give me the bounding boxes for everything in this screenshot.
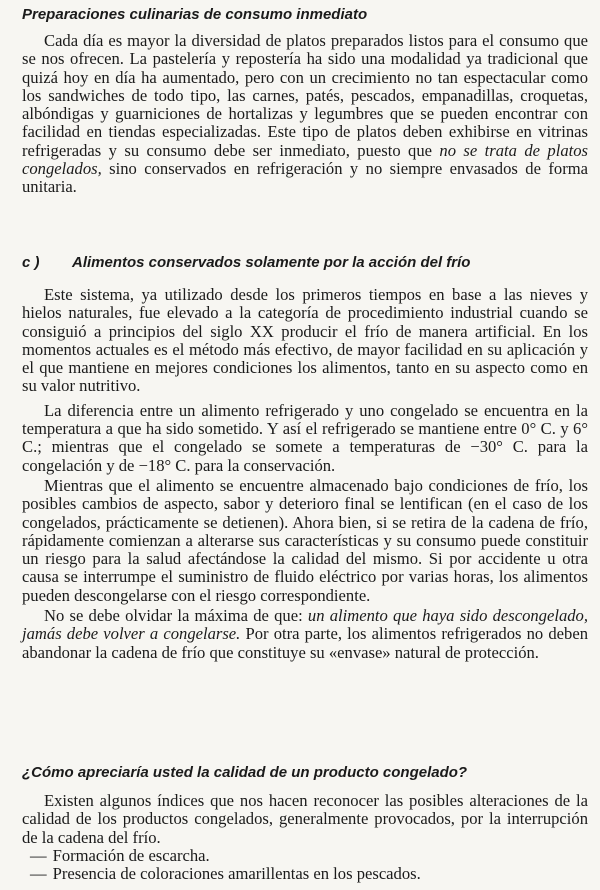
section-heading: Preparaciones culinarias de consumo inmediato [22, 6, 368, 23]
list-item: — Presencia de coloraciones amarillentas en los pescados. [30, 864, 421, 884]
section-body [22, 32, 588, 197]
section-letter: c ) [22, 254, 40, 271]
paragraph: La diferencia entre un alimento refrigerado y uno congelado se encuentra en la temperatura a que ha sido sometido. Y así el refrigerado se mantiene entre 0° C. y 6° C.; mientras que el congelado se somete a temperaturas de −30° C. para la congelación y de −18° C. para la conservación. [22, 400, 588, 475]
section-body [22, 792, 588, 847]
section-heading-row [22, 254, 588, 272]
paragraph: Mientras que el alimento se encuentre almacenado bajo condiciones de frío, los posibles cambios de aspecto, sabor y deterioro final se lentifican (en el caso de los congelados, prácticamente se detienen). Ahora bien, si se retira de la cadena de frío, rápidamente comienzan a alterarse sus características y su consumo puede constituir un riesgo para la salud afectándose la calidad del mismo. Si por accidente u otra causa se interrumpe el suministro de fluido eléctrico por varias horas, los alimentos pueden descongelarse con el riesgo correspondiente. [22, 475, 588, 605]
list-item: — Formación de escarcha. [30, 845, 210, 865]
paragraph: Cada día es mayor la diversidad de platos preparados listos para el consumo que se nos ofrecen. La pastelería y repostería ha sido una modalidad ya tradicional que quizá hoy en día ha aumentado, pero con un crecimiento no tan espectacular como los sandwiches de todo tipo, las carnes, patés, pescados, empanadillas, croquetas, albóndigas y guarniciones de hortalizas y legumbres que se pueden encontrar con facilidad en tiendas especializadas. Este tipo de platos deben exhibirse en vitrinas refrigeradas y su consumo debe ser inmediato, puesto que no se trata de platos congelados, sino conservados en refrigeración y no siempre envasados de forma unitaria. [22, 31, 588, 197]
section-heading: Alimentos conservados solamente por la acción del frío [72, 254, 471, 271]
section-frozen-quality [22, 764, 588, 883]
quality-indicators-list [22, 847, 588, 884]
section-cold-preservation [22, 254, 588, 664]
section-prepared-dishes [22, 6, 588, 199]
section-heading: ¿Cómo apreciaría usted la calidad de un producto congelado? [22, 764, 468, 781]
section-body [22, 286, 588, 662]
paragraph: Este sistema, ya utilizado desde los primeros tiempos en base a las nieves y hielos naturales, fue elevado a la categoría de procedimiento industrial cuando se consiguió a principios del siglo XX producir el frío de manera artificial. En los momentos actuales es el método más efectivo, de mayor facilidad en su aplicación y el que mantiene en mejores condiciones los alimentos, tanto en su aspecto como en su valor nutritivo. [22, 285, 588, 396]
paragraph: Existen algunos índices que nos hacen reconocer las posibles alteraciones de la calidad de los productos congelados, generalmente provocados, por la interrupción de la cadena del frío. [22, 791, 588, 847]
paragraph: No se debe olvidar la máxima de que: un alimento que haya sido descongelado, jamás debe volver a congelarse. Por otra parte, los alimentos refrigerados no deben abandonar la cadena de frío que constituye su «envase» natural de protección. [22, 606, 589, 662]
